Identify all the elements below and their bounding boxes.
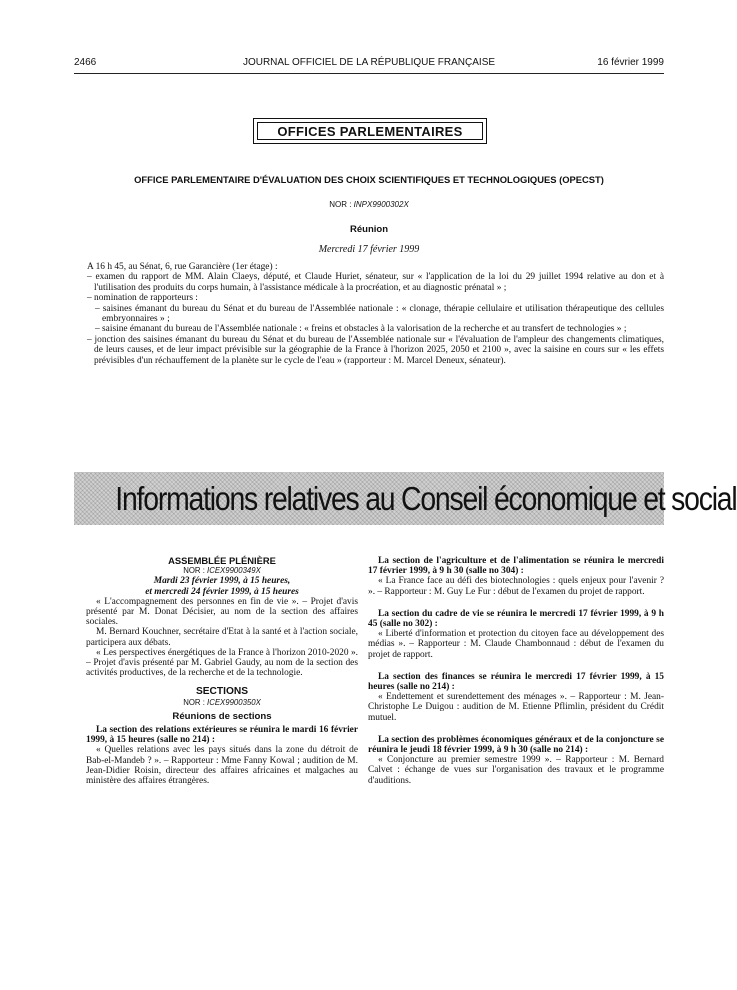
session-date-1: Mardi 23 février 1999, à 15 heures, [153, 576, 291, 587]
issue-date: 16 février 1999 [597, 57, 664, 68]
section-notice-body: « Quelles relations avec les pays situés dans la zone du détroit de Bab-el-Mandeb ? ». – Rapporteur : Mme Fanny Kowal ; audition de M. Jean-Didier Roisin, directeur des affaires africaines et malgaches au ministère des affaires étrangères. [86, 745, 358, 787]
section-notice-heading: La section des relations extérieures se réunira le mardi 16 février 1999, à 15 heures (salle no 214) : [86, 725, 358, 746]
section-notice-body: « Endettement et surendettement des ménages ». – Rapporteur : M. Jean-Christophe Le Duigou : audition de M. Etienne Pflimlin, président du Crédit mutuel. [368, 692, 664, 723]
agenda-item: – saisines émanant du bureau du Sénat et du bureau de l'Assemblée nationale : « clonage, thérapie cellulaire et utilisation thérapeutique des cellules embryonnaires » ; [95, 303, 664, 325]
section-notice-body: « La France face au défi des biotechnologies : quels enjeux pour l'avenir ? ». – Rapporteur : M. Guy Le Fur : début de l'examen du projet de rapport. [368, 576, 664, 597]
nor-label: NOR : [183, 697, 208, 707]
meeting-date: Mercredi 17 février 1999 [318, 244, 420, 255]
offices-box-title: OFFICES PARLEMENTAIRES [257, 122, 483, 140]
agenda-item: A 16 h 45, au Sénat, 6, rue Garancière (1er étage) : [87, 262, 278, 272]
nor-code: ICEX9900349X [207, 566, 261, 576]
section-notice-body: « Conjoncture au premier semestre 1999 ». – Rapporteur : M. Bernard Calvet : échange de vues sur l'organisation des travaux et le programme d'auditions. [368, 755, 664, 786]
section-notice-heading: La section de l'agriculture et de l'alimentation se réunira le mercredi 17 février 1999, à 9 h 30 (salle no 304) : [368, 556, 664, 577]
section-notice-heading: La section du cadre de vie se réunira le mercredi 17 février 1999, à 9 h 45 (salle no 302) : [368, 608, 664, 630]
office-title: OFFICE PARLEMENTAIRE D'ÉVALUATION DES CHOIX SCIENTIFIQUES ET TECHNOLOGIQUES (OPECST) [134, 174, 604, 185]
reunions-heading: Réunions de sections [172, 710, 272, 722]
offices-box [253, 118, 487, 144]
agenda [87, 262, 664, 366]
section-banner [74, 472, 737, 525]
meeting-heading: Réunion [350, 224, 388, 235]
nor-code: ICEX9900350X [207, 697, 261, 707]
section-notice-heading: La section des problèmes économiques généraux et de la conjoncture se réunira le jeudi 18 février 1999, à 9 h 30 (salle no 214) : [368, 734, 664, 756]
section-notice-body: « Liberté d'information et protection du citoyen face au développement des médias ». – Rapporteur : M. Claude Chambonnaud : début de l'examen du projet de rapport. [368, 629, 664, 660]
right-column [368, 556, 664, 786]
sections-heading: SECTIONS [195, 686, 249, 698]
agenda-item: – jonction des saisines émanant du bureau du Sénat et du bureau de l'Assemblée nationale sur « l'évaluation de l'ampleur des changements climatiques, de leurs causes, et de leur impact prévisible sur la géographie de la France à l'horizon 2025, 2050 et 2100 », avec la saisine en cours sur « les effets prévisibles d'un réchauffement de la planète sur le cycle de l'eau » (rapporteur : M. Marcel Deneux, sénateur). [87, 334, 664, 366]
assemblee-heading: ASSEMBLÉE PLÉNIÈRE [168, 555, 276, 566]
journal-title: JOURNAL OFFICIEL DE LA RÉPUBLIQUE FRANÇAISE [242, 57, 496, 68]
nor-code: INPX9900302X [353, 200, 409, 209]
session-date-2: et mercredi 24 février 1999, à 15 heures [145, 586, 299, 597]
nor-reference [86, 698, 358, 708]
nor-reference [86, 566, 358, 576]
nor-label: NOR : [329, 200, 354, 209]
banner-title: Informations relatives au Conseil économique et social [115, 480, 737, 517]
paragraph: M. Bernard Kouchner, secrétaire d'Etat à la santé et à l'action sociale, participera aux débats. [86, 627, 358, 648]
paragraph: « L'accompagnement des personnes en fin de vie ». – Projet d'avis présenté par M. Donat Décisier, au nom de la section des affaires sociales. [86, 596, 358, 628]
section-notice-heading: La section des finances se réunira le mercredi 17 février 1999, à 15 heures (salle no 214) : [368, 671, 664, 693]
header-rule [74, 73, 664, 74]
nor-reference [74, 200, 664, 209]
agenda-item: – examen du rapport de MM. Alain Claeys, député, et Claude Huriet, sénateur, sur « l'application de la loi du 29 juillet 1994 relative au don et à l'utilisation des produits du corps humain, à l'assistance médicale à la procréation, et au diagnostic prénatal » ; [87, 272, 664, 293]
paragraph: « Les perspectives énergétiques de la France à l'horizon 2010-2020 ». – Projet d'avis présenté par M. Gabriel Gaudy, au nom de la section des activités productives, de la recherche et de la technologie. [86, 647, 358, 679]
agenda-item: – nomination de rapporteurs : [87, 293, 198, 304]
agenda-item: – saisine émanant du bureau de l'Assemblée nationale : « freins et obstacles à la valorisation de la recherche et au transfert de technologies » ; [95, 324, 627, 335]
left-column [86, 556, 358, 786]
nor-label: NOR : [183, 566, 208, 576]
page-number: 2466 [74, 57, 97, 68]
